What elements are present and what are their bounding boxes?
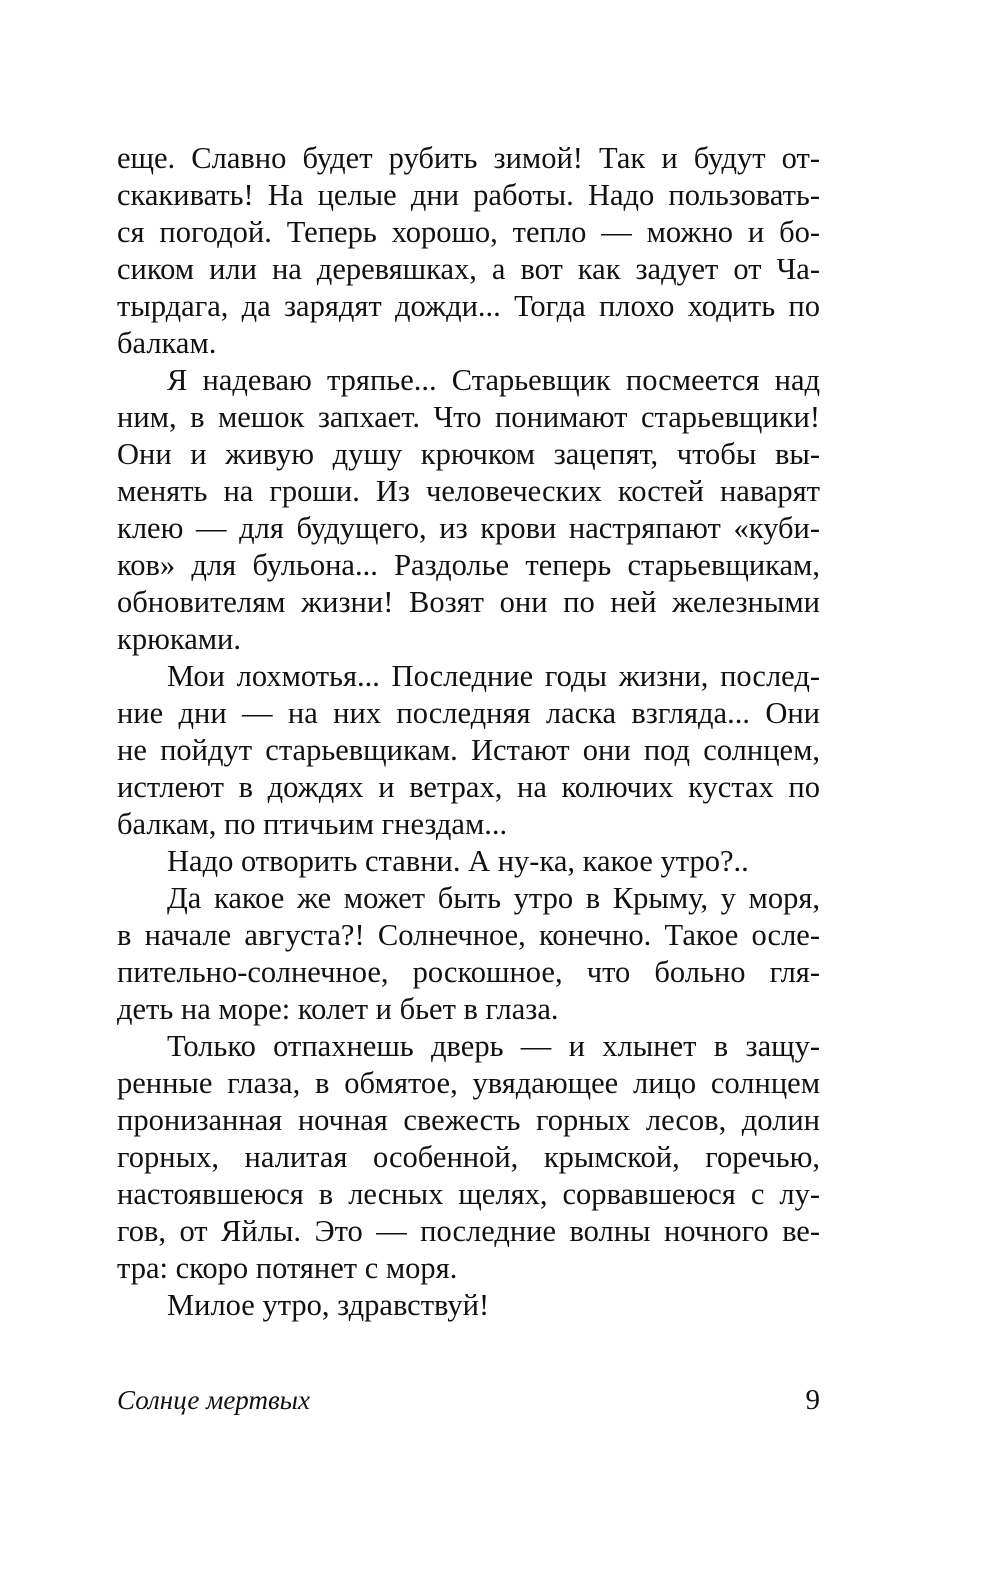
- text-line: ние дни — на них последняя ласка взгляда... Они: [117, 696, 820, 730]
- text-line: пронизанная ночная свежесть горных лесов, долин: [117, 1103, 820, 1137]
- paragraph: [117, 880, 820, 1028]
- text-line: горных, налитая особенной, крымской, горечью,: [117, 1140, 820, 1174]
- text-line: Они и живую душу крючком зацепят, чтобы вы-: [117, 437, 820, 471]
- text-line: ков» для бульона... Раздолье теперь старьевщикам,: [117, 548, 820, 582]
- text-line: деть на море: колет и бьет в глаза.: [117, 992, 559, 1026]
- text-line: истлеют в дождях и ветрах, на колючих кустах по: [117, 770, 820, 804]
- text-line: Милое утро, здравствуй!: [167, 1288, 490, 1322]
- text-line: Мои лохмотья... Последние годы жизни, послед-: [167, 659, 820, 693]
- text-line: балкам.: [117, 326, 217, 360]
- text-line: пительно-солнечное, роскошное, что больно гля-: [117, 955, 820, 989]
- text-line: Надо отворить ставни. А ну-ка, какое утро?..: [167, 844, 749, 878]
- running-title: Солнце мертвых: [117, 1385, 310, 1415]
- text-line: крюками.: [117, 622, 241, 656]
- text-line: сиком или на деревяшках, а вот как задует от Ча-: [117, 252, 820, 286]
- text-line: настоявшеюся в лесных щелях, сорвавшеюся с лу-: [117, 1177, 820, 1211]
- text-line: не пойдут старьевщикам. Истают они под солнцем,: [117, 733, 820, 767]
- text-line: в начале августа?! Солнечное, конечно. Такое осле-: [117, 918, 820, 952]
- text-line: тырдага, да зарядят дожди... Тогда плохо ходить по: [117, 289, 820, 323]
- page-number: 9: [805, 1384, 820, 1416]
- text-line: обновителям жизни! Возят они по ней железными: [117, 585, 820, 619]
- text-line: тра: скоро потянет с моря.: [117, 1251, 458, 1285]
- paragraph: [117, 140, 820, 362]
- paragraph: [117, 362, 820, 658]
- text-line: ним, в мешок запхает. Что понимают старьевщики!: [117, 400, 820, 434]
- text-line: Да какое же может быть утро в Крыму, у моря,: [167, 881, 820, 915]
- text-line: балкам, по птичьим гнездам...: [117, 807, 508, 841]
- text-line: гов, от Яйлы. Это — последние волны ночного ве-: [117, 1214, 820, 1248]
- paragraph: [117, 1287, 820, 1324]
- text-line: еще. Славно будет рубить зимой! Так и будут от-: [117, 141, 820, 175]
- page-footer: [117, 1380, 820, 1420]
- text-line: Я надеваю тряпье... Старьевщик посмеется над: [167, 363, 820, 397]
- paragraph: [117, 1028, 820, 1287]
- text-line: скакивать! На целые дни работы. Надо пользовать-: [117, 178, 820, 212]
- text-line: менять на гроши. Из человеческих костей наварят: [117, 474, 820, 508]
- page-body: [117, 140, 820, 1324]
- text-line: ренные глаза, в обмятое, увядающее лицо солнцем: [117, 1066, 820, 1100]
- paragraph: [117, 658, 820, 843]
- text-line: клею — для будущего, из крови настряпают «куби-: [117, 511, 820, 545]
- paragraph: [117, 843, 820, 880]
- text-line: ся погодой. Теперь хорошо, тепло — можно и бо-: [117, 215, 820, 249]
- text-line: Только отпахнешь дверь — и хлынет в защу-: [167, 1029, 820, 1063]
